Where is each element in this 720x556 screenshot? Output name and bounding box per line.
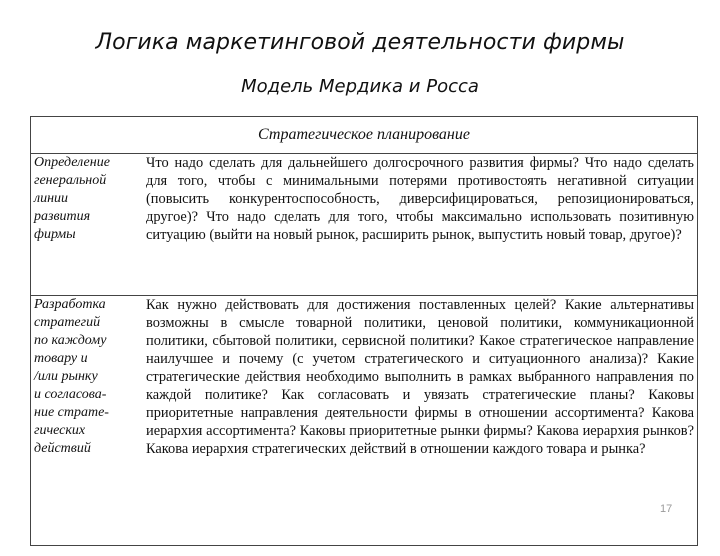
table-header: Стратегическое планирование [31,117,697,154]
page-number: 17 [660,503,673,515]
row-text: Что надо сделать для дальнейшего долгосрочного развития фирмы? Что надо сделать для того, чтобы с минимальными потерями противостоять негативной ситуации (повысить конкурентоспособность, диверсифицироваться, репозиционироваться, другое)? Что надо сделать для того, чтобы максимально использовать позитивную ситуацию (выйти на новый рынок, расширить рынок, выпустить новый товар, другое)? [146,155,694,243]
slide-title: Логика маркетинговой деятельности фирмы [95,30,625,55]
strategic-planning-table [30,116,698,546]
row-label: Определение генеральной линии развития фирмы [34,155,110,242]
row-label: Разработка стратегий по каждому товару и /или рынку и согласова- ние страте- гических действий [34,297,109,456]
table-row [31,296,697,556]
slide-subtitle: Модель Мердика и Росса [241,76,479,97]
row-text: Как нужно действовать для достижения поставленных целей? Какие альтернативы возможны в смысле товарной политики, ценовой политики, коммуникационной политики, сбытовой политики, сервисной политики? Какое стратегическое направление наилучшее и почему (с учетом стратегического и ситуационного анализа)? Какие стратегические действия необходимо выполнить в рамках выбранного направления по каждой политике? Как согласовать и увязать стратегические планы? Каковы приоритетные направления деятельности фирмы в отношении ассортимента? Какова иерархия ассортимента? Каковы приоритетные рынки фирмы? Какова иерархия рынков? Какова иерархия стратегических действий в отношении каждого товара и рынка? [146,297,694,457]
table-row [31,154,697,296]
